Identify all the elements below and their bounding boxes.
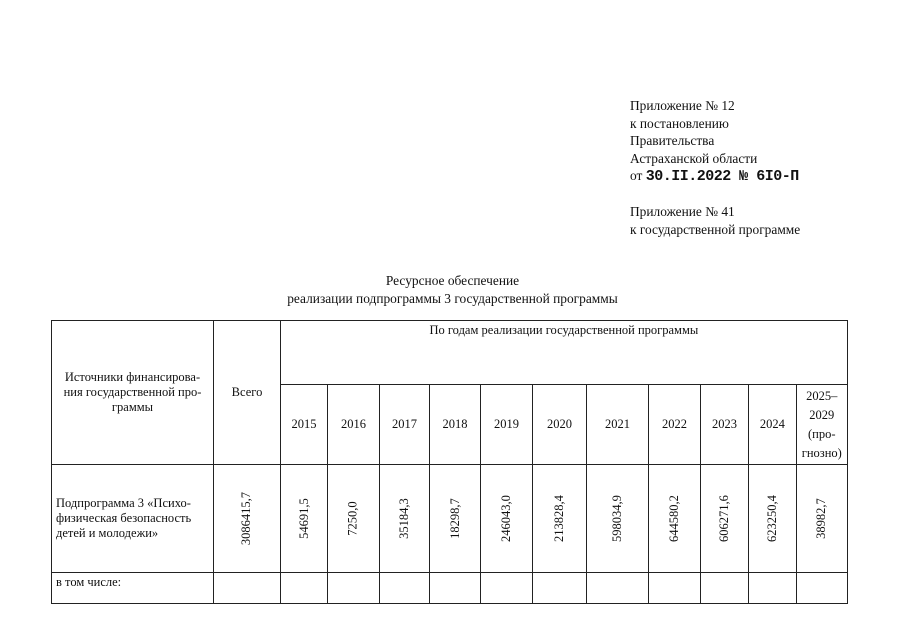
year-header: 2017 (380, 385, 430, 465)
empty-cell (587, 573, 649, 604)
value-cell (328, 465, 380, 573)
date-prefix: от (630, 168, 643, 183)
year-header: 2016 (328, 385, 380, 465)
value-cell (481, 465, 533, 573)
total-header: Всего (231, 385, 263, 399)
document-title (0, 272, 905, 307)
year-header: 2019 (481, 385, 533, 465)
value-cell (701, 465, 749, 573)
value-cell (587, 465, 649, 573)
appendix-line: Астраханской области (630, 150, 758, 166)
row-label: Подпрограмма 3 «Психо-физическая безопасность детей и молодежи» (52, 465, 214, 573)
appendix-line: к постановлению (630, 115, 729, 131)
year-value: 7250,0 (346, 501, 360, 536)
resource-table (51, 320, 848, 604)
year-value: 598034,9 (610, 495, 624, 542)
appendix-program-line: к государственной программе (630, 221, 801, 237)
appendix-program-line: Приложение № 41 (630, 204, 735, 219)
total-header-cell (214, 321, 281, 465)
value-cell (430, 465, 481, 573)
value-cell (649, 465, 701, 573)
document-title-line: реализации подпрограммы 3 государственной программы (287, 290, 618, 306)
year-value: 246043,0 (499, 495, 513, 542)
appendix-line: Приложение № 12 (630, 98, 735, 113)
value-cell (533, 465, 587, 573)
appendix-header (630, 97, 799, 186)
value-cell (748, 465, 796, 573)
empty-cell (649, 573, 701, 604)
year-header: 2021 (587, 385, 649, 465)
forecast-value: 38982,7 (814, 498, 829, 539)
empty-cell (281, 573, 328, 604)
year-header: 2020 (533, 385, 587, 465)
table-row (52, 573, 848, 604)
year-header: 2024 (748, 385, 796, 465)
year-value: 35184,3 (397, 498, 411, 539)
appendix-program-header (630, 203, 800, 238)
year-value: 644580,2 (667, 495, 681, 542)
empty-cell (701, 573, 749, 604)
year-value: 623250,4 (764, 495, 779, 542)
value-cell (380, 465, 430, 573)
date-stamp: 30.II.2022 № 6I0-П (645, 168, 799, 185)
empty-cell (533, 573, 587, 604)
source-header-cell (52, 321, 214, 465)
empty-cell (796, 573, 847, 604)
document-title-line: Ресурсное обеспечение (385, 273, 520, 288)
empty-cell (380, 573, 430, 604)
forecast-line: гнозно) (801, 445, 842, 460)
year-header: 2023 (701, 385, 749, 465)
forecast-line: 2025– (806, 388, 838, 403)
empty-cell (481, 573, 533, 604)
forecast-line: (про- (807, 426, 836, 441)
empty-cell (214, 573, 281, 604)
years-header: По годам реализации государственной программы (429, 323, 699, 337)
value-cell (281, 465, 328, 573)
year-header: 2018 (430, 385, 481, 465)
year-value: 54691,5 (296, 498, 311, 539)
row-total: 3086415,7 (239, 491, 254, 546)
row-label: в том числе: (52, 573, 214, 604)
appendix-date-line (630, 167, 799, 186)
empty-cell (748, 573, 796, 604)
appendix-line: Правительства (630, 133, 715, 148)
year-value: 213828,4 (552, 495, 566, 542)
year-header: 2015 (281, 385, 328, 465)
forecast-line: 2029 (809, 407, 835, 422)
year-header: 2022 (649, 385, 701, 465)
forecast-header (796, 385, 847, 465)
year-value: 18298,7 (447, 498, 462, 539)
year-value: 606271,6 (716, 495, 731, 542)
table-row (52, 465, 848, 573)
empty-cell (328, 573, 380, 604)
row-total-cell (214, 465, 281, 573)
source-header: Источники финансирова-ния государственной про-граммы (63, 370, 202, 414)
empty-cell (430, 573, 481, 604)
years-header-cell (281, 321, 848, 385)
value-cell (796, 465, 847, 573)
